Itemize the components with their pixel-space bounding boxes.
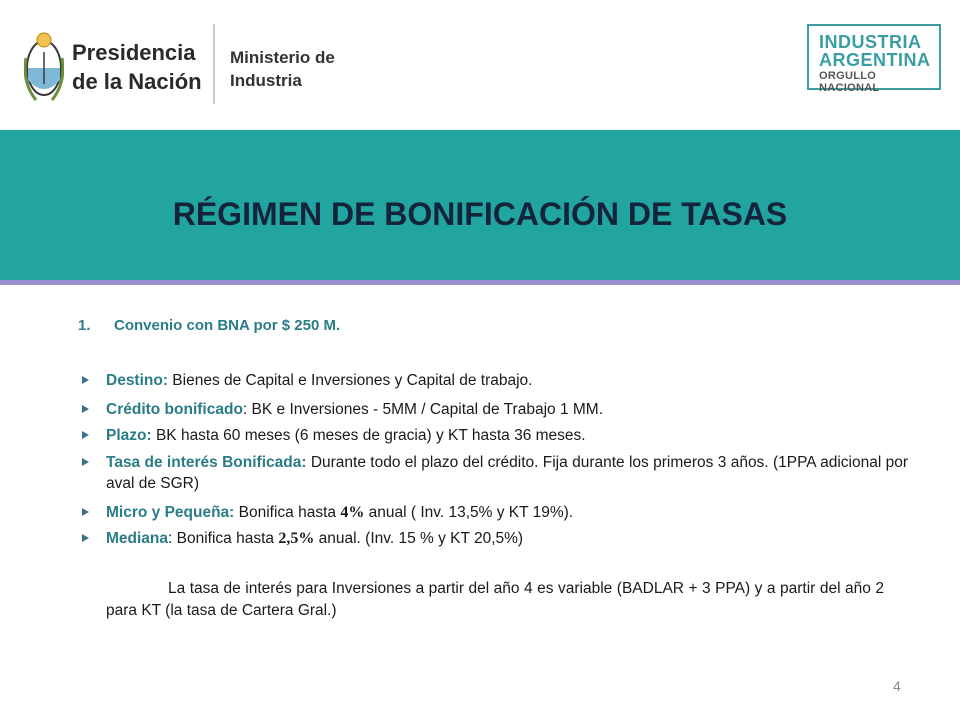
ministerio-line2: Industria bbox=[230, 71, 302, 90]
industria-argentina-logo bbox=[807, 24, 941, 94]
variable-rate-note: La tasa de interés para Inversiones a partir del año 4 es variable (BADLAR + 3 PPA) y a partir del año 2 para KT (la tasa de Cartera Gral.) bbox=[106, 580, 884, 619]
header-divider bbox=[213, 24, 215, 104]
bullet-text: : BK e Inversiones - 5MM / Capital de Trabajo 1 MM. bbox=[242, 401, 604, 418]
bullet-arrow-icon bbox=[82, 431, 89, 439]
national-seal-icon bbox=[24, 28, 64, 104]
bullet-text-post: anual. (Inv. 15 % y KT 20,5%) bbox=[314, 530, 524, 547]
presidencia-line2: de la Nación bbox=[72, 69, 202, 94]
bullet-text-pre: Bonifica hasta bbox=[234, 504, 341, 521]
ministerio-line1: Ministerio de bbox=[230, 48, 335, 67]
slide-header bbox=[0, 0, 960, 130]
bullet-label: Tasa de interés Bonificada: bbox=[106, 454, 307, 471]
bullet-label: Crédito bonificado bbox=[106, 401, 243, 418]
section-number: 1. bbox=[78, 317, 91, 334]
brand-line1: INDUSTRIA bbox=[819, 32, 922, 52]
brand-line2: ARGENTINA bbox=[819, 50, 931, 70]
bullet-label: Plazo: bbox=[106, 427, 152, 444]
brand-line3: ORGULLO NACIONAL bbox=[819, 70, 880, 94]
bullet-arrow-icon bbox=[82, 376, 89, 384]
ministerio-wordmark bbox=[230, 46, 335, 92]
section-text: Convenio con BNA por $ 250 M. bbox=[114, 317, 341, 334]
presidencia-wordmark bbox=[72, 38, 202, 96]
bullet-arrow-icon bbox=[82, 534, 89, 542]
page-number: 4 bbox=[893, 678, 901, 694]
slide-title: RÉGIMEN DE BONIFICACIÓN DE TASAS bbox=[172, 196, 788, 232]
bullet-label: Mediana bbox=[106, 530, 169, 547]
section-heading bbox=[78, 317, 340, 334]
bullet-text: BK hasta 60 meses (6 meses de gracia) y KT hasta 36 meses. bbox=[151, 427, 586, 444]
bullet-arrow-icon bbox=[82, 508, 89, 516]
bullet-text: Durante todo el plazo del crédito. Fija durante los primeros 3 años. (1PPA adicional por aval de SGR) bbox=[106, 454, 908, 492]
bullet-text-pre: : Bonifica hasta bbox=[168, 530, 279, 547]
bullet-rate-value: 4% bbox=[340, 504, 365, 521]
title-band-underline bbox=[0, 280, 960, 285]
bullet-label: Micro y Pequeña: bbox=[106, 504, 235, 521]
bullet-text: Bienes de Capital e Inversiones y Capital de trabajo. bbox=[168, 372, 533, 389]
bullet-arrow-icon bbox=[82, 458, 89, 466]
bullet-text-post: anual ( Inv. 13,5% y KT 19%). bbox=[364, 504, 574, 521]
bullet-label: Destino: bbox=[106, 372, 168, 389]
bullet-rate-value: 2,5% bbox=[278, 530, 315, 547]
bullet-arrow-icon bbox=[82, 405, 89, 413]
presidencia-line1: Presidencia bbox=[72, 40, 196, 65]
